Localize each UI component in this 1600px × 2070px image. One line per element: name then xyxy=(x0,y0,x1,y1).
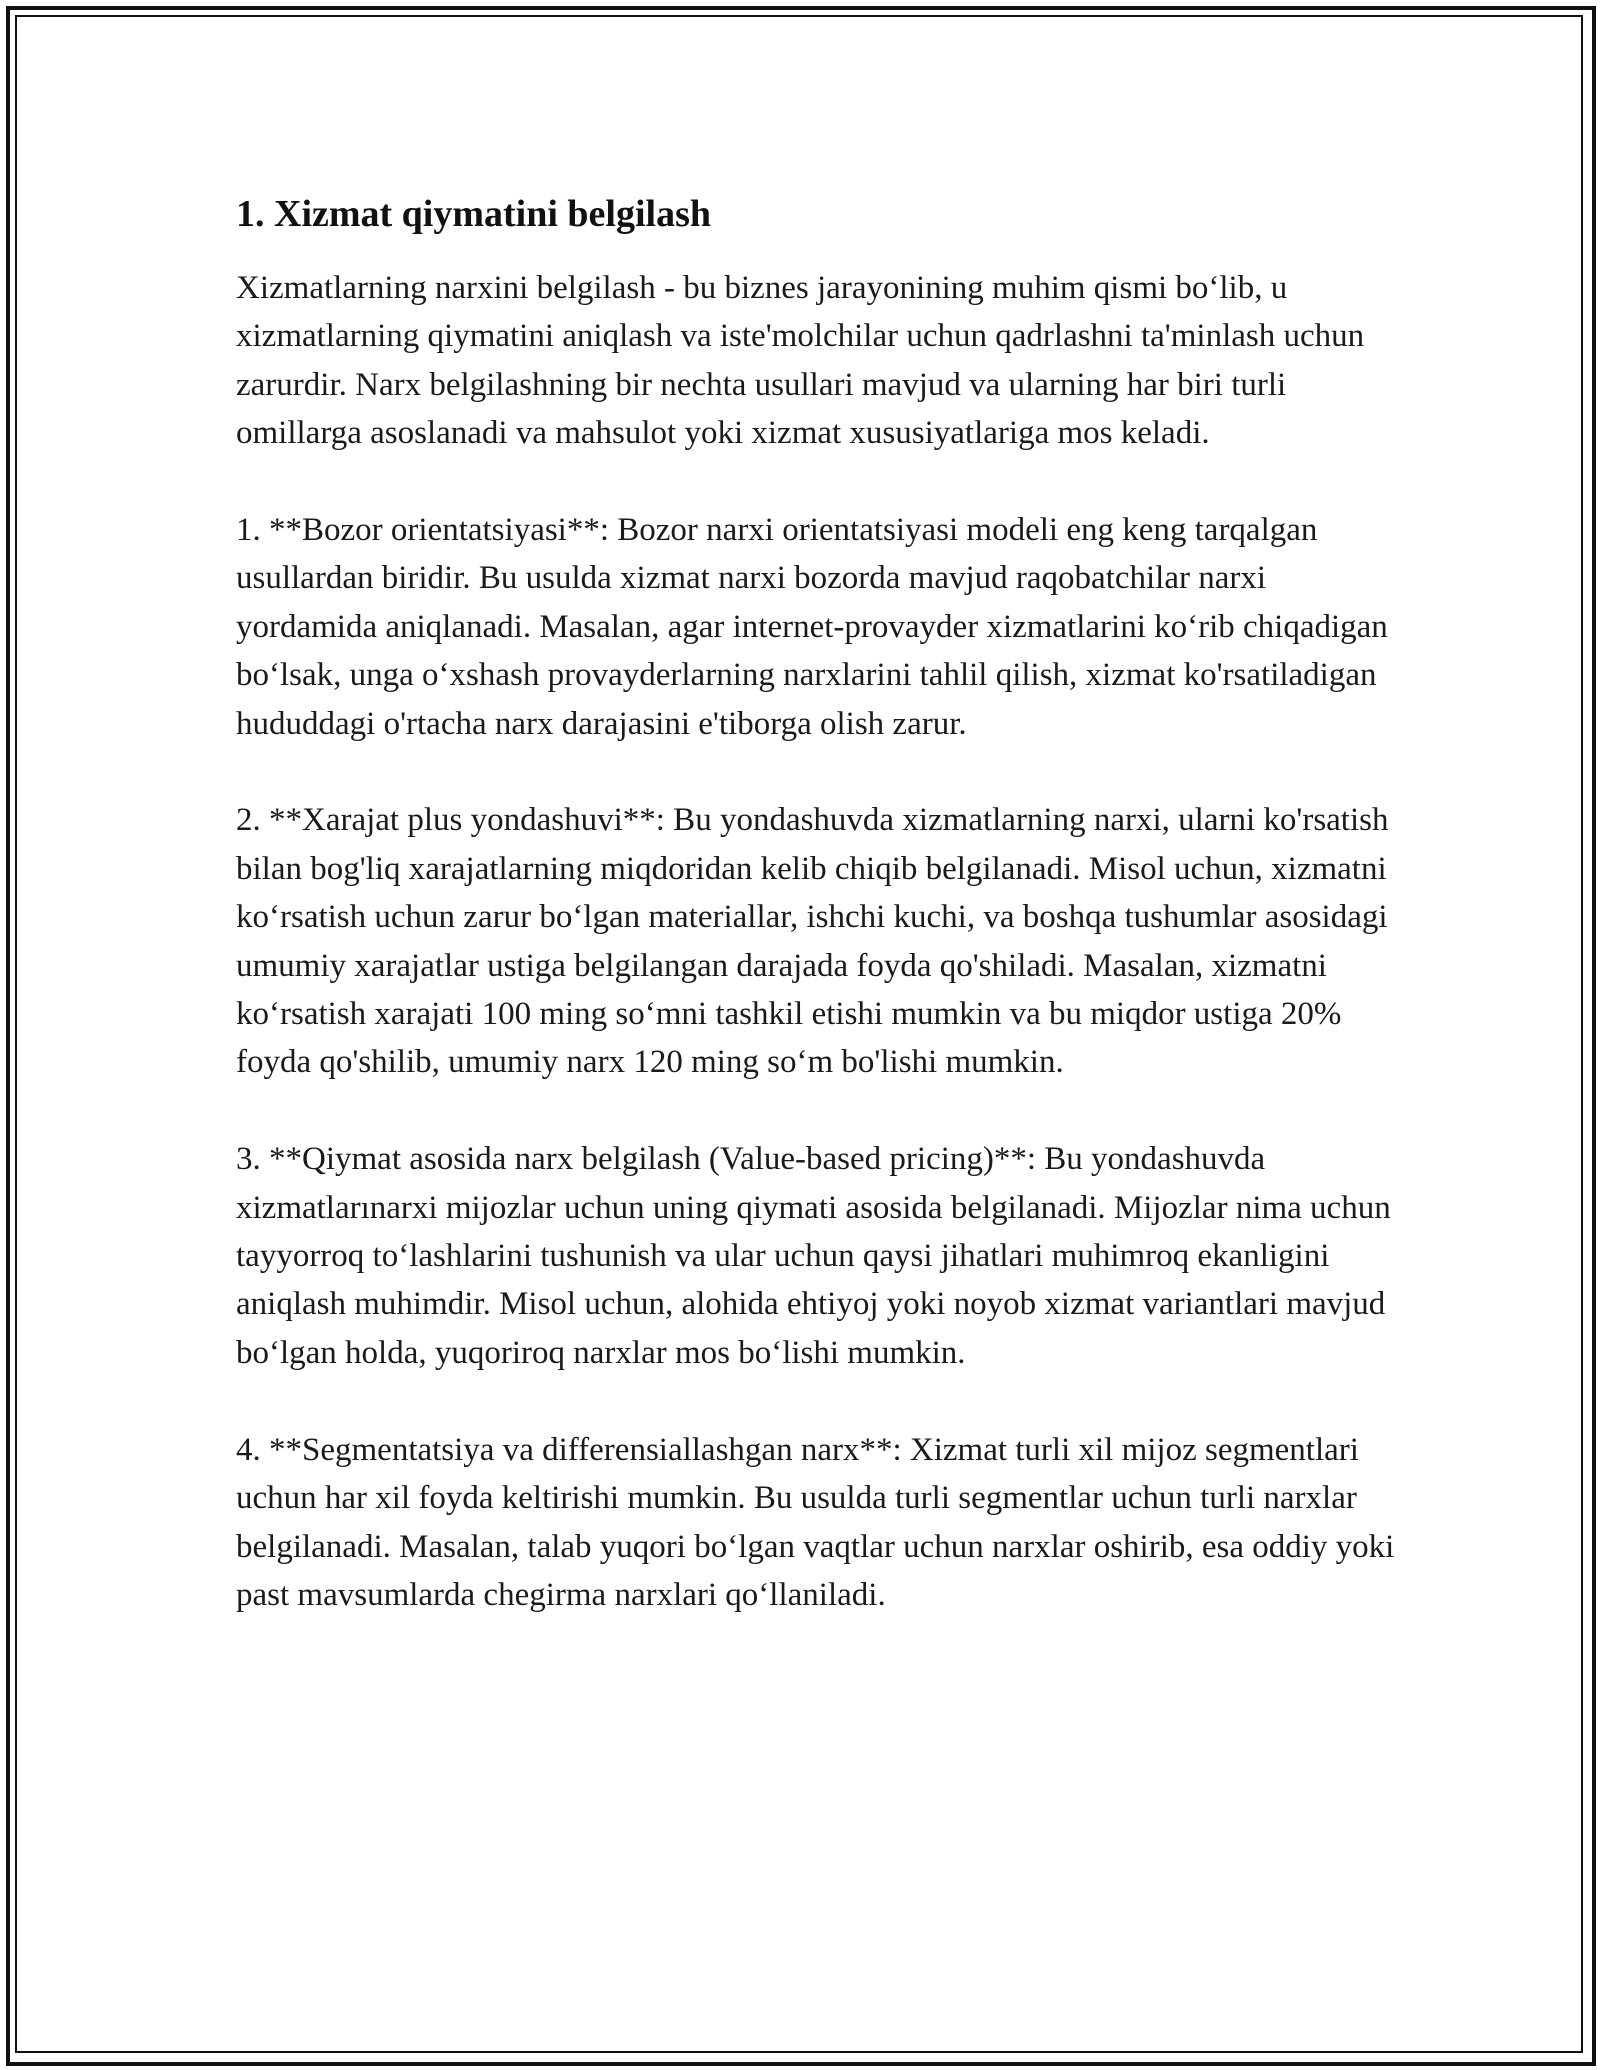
paragraph-cost-plus: 2. **Xarajat plus yondashuvi**: Bu yondashuvda xizmatlarning narxi, ularni ko'rsatish bilan bog'liq xarajatlarning miqdoridan kelib chiqib belgilanadi. Misol uchun, xizmatni ko‘rsatish uchun zarur bo‘lgan materiallar, ishchi kuchi, va boshqa tushumlar asosidagi umumiy xarajatlar ustiga belgilangan darajada foyda qo'shiladi. Masalan, xizmatni ko‘rsatish xarajati 100 ming so‘mni tashkil etishi mumkin va bu miqdor ustiga 20% foyda qo'shilib, umumiy narx 120 ming so‘m bo'lishi mumkin. xyxy=(236,802,1389,1081)
paragraph-value-based: 3. **Qiymat asosida narx belgilash (Value-based pricing)**: Bu yondashuvda xizmatlarınarxi mijozlar uchun uning qiymati asosida belgilanadi. Mijozlar nima uchun tayyorroq to‘lashlarini tushunish va ular uchun qaysi jihatlari muhimroq ekanligini aniqlash muhimdir. Misol uchun, alohida ehtiyoj yoki noyob xizmat variantlari mavjud bo‘lgan holda, yuqoriroq narxlar mos bo‘lishi mumkin. xyxy=(236,1141,1391,1371)
intro-paragraph: Xizmatlarning narxini belgilash - bu biznes jarayonining muhim qismi bo‘lib, u xizmatlarning qiymatini aniqlash va iste'molchilar uchun qadrlashni ta'minlash uchun zarurdir. Narx belgilashning bir nechta usullari mavjud va ularning har biri turli omillarga asoslanadi va mahsulot yoki xizmat xususiyatlariga mos keladi. xyxy=(236,270,1365,452)
section-heading: 1. Xizmat qiymatini belgilash xyxy=(236,193,712,235)
paragraph-market-orientation: 1. **Bozor orientatsiyasi**: Bozor narxi orientatsiyasi modeli eng keng tarqalgan usullardan biridir. Bu usulda xizmat narxi bozorda mavjud raqobatchilar narxi yordamida aniqlanadi. Masalan, agar internet-provayder xizmatlarini ko‘rib chiqadigan bo‘lsak, unga o‘xshash provayderlarning narxlarini tahlil qilish, xizmat ko'rsatiladigan hududdagi o'rtacha narx darajasini e'tiborga olish zarur. xyxy=(236,512,1388,742)
document-body xyxy=(236,186,1396,1668)
paragraph-segmentation: 4. **Segmentatsiya va differensiallashgan narx**: Xizmat turli xil mijoz segmentlari uchun har xil foyda keltirishi mumkin. Bu usulda turli segmentlar uchun turli narxlar belgilanadi. Masalan, talab yuqori bo‘lgan vaqtlar uchun narxlar oshirib, esa oddiy yoki past mavsumlarda chegirma narxlari qo‘llaniladi. xyxy=(236,1431,1395,1613)
